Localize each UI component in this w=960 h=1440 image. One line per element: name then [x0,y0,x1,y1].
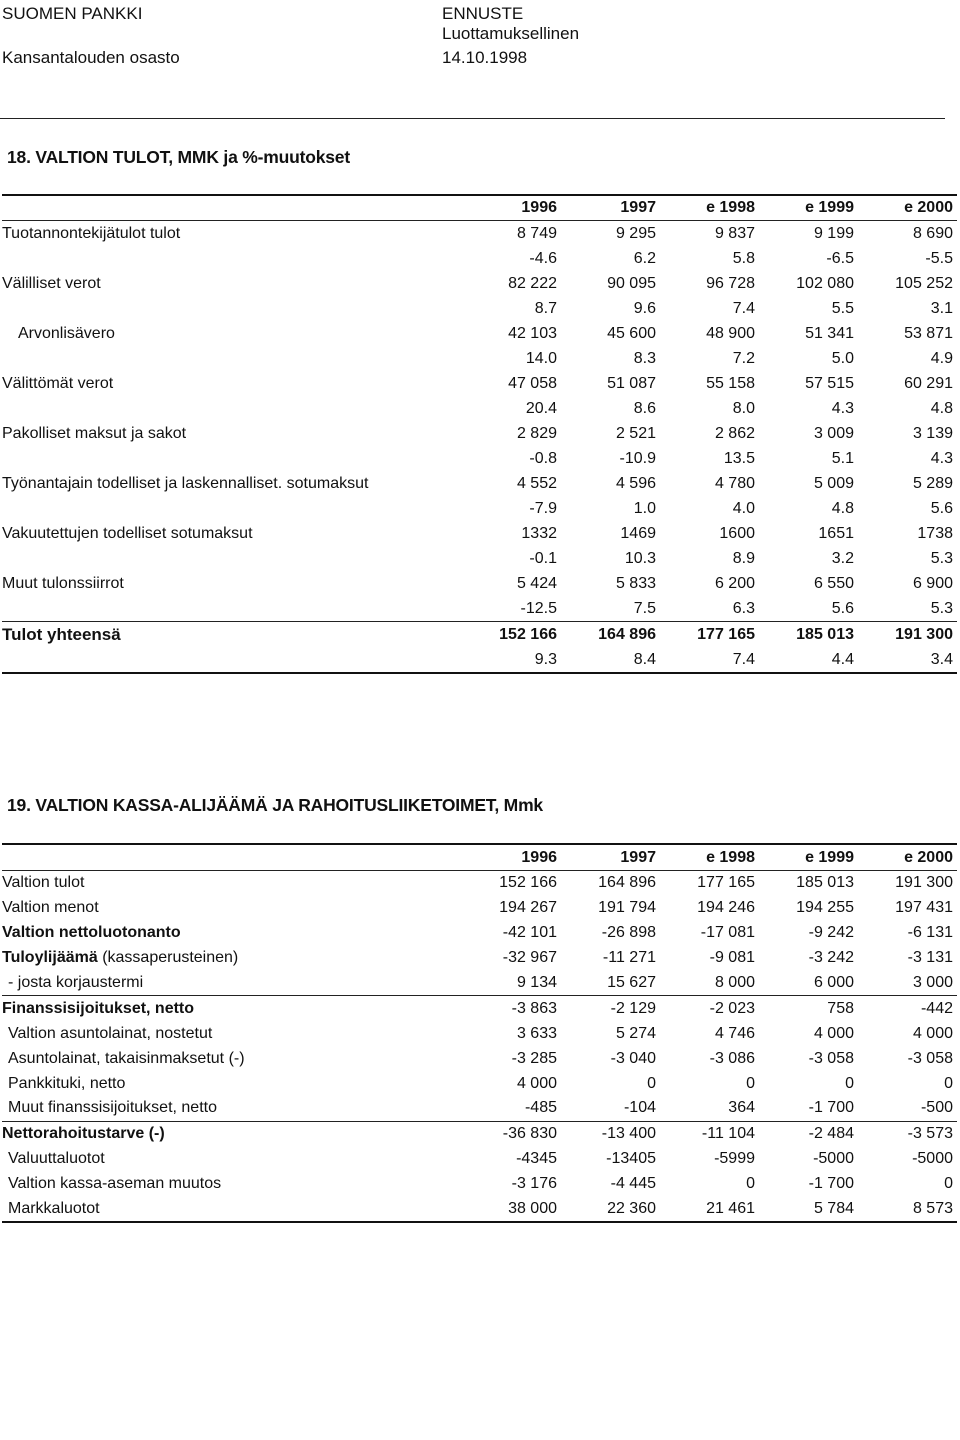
table-row [2,471,957,496]
table-row [2,1046,957,1071]
percent-cell: 3.1 [930,299,953,317]
percent-cell: 14.0 [525,349,557,367]
row-label-note: (kassaperusteinen) [102,949,239,967]
row-label: Välittömät verot [2,374,114,392]
value-cell: -36 830 [502,1125,557,1143]
percent-change-row [2,446,957,471]
value-cell: 194 255 [796,899,854,917]
empty-label-cell [2,346,462,371]
value-cell: -5999 [714,1150,755,1168]
percent-cell: -5.5 [925,249,953,267]
value-cell: 364 [660,1096,759,1121]
column-header: e 1998 [660,844,759,871]
percent-cell: 4.3 [930,449,953,467]
value-cell: 0 [647,1074,656,1092]
value-cell: 1469 [620,524,656,542]
value-cell: 1600 [719,524,755,542]
percent-cell: 8.4 [561,647,660,673]
row-label: Asuntolainat, takaisinmaksetut (-) [8,1049,245,1067]
value-cell: 5 274 [615,1024,656,1042]
row-label: Pakolliset maksut ja sakot [2,424,187,442]
column-header: e 2000 [858,195,957,221]
percent-cell: 8.6 [633,399,656,417]
value-cell: 53 871 [904,324,953,342]
percent-cell: 9.6 [633,299,656,317]
value-cell: 0 [944,1074,953,1092]
column-header: 1997 [561,844,660,871]
row-label-cell [2,921,462,946]
value-cell: 4 780 [714,474,755,492]
value-cell: 5 833 [615,574,656,592]
table-row [2,1197,957,1223]
percent-cell: 20.4 [525,399,557,417]
percent-cell: 4.0 [732,499,755,517]
row-label: Valtion kassa-aseman muutos [8,1175,222,1193]
value-cell: 194 267 [499,899,557,917]
value-cell: -11 271 [602,949,656,967]
value-cell: 90 095 [607,274,656,292]
percent-cell: 4.4 [759,647,858,673]
value-cell: -4 445 [610,1175,656,1193]
value-cell: 8 690 [912,224,953,242]
row-label-cell [2,871,462,896]
value-cell: -3 086 [709,1049,755,1067]
value-cell: 4 552 [516,474,557,492]
row-label: Vakuutettujen todelliset sotumaksut [2,524,253,542]
value-cell: -3 058 [808,1049,854,1067]
row-label: Markkaluotot [8,1200,100,1218]
value-cell: -3 285 [511,1049,557,1067]
value-cell: -9 242 [808,924,854,942]
value-cell: -13 400 [601,1125,656,1143]
percent-cell: 1.0 [633,499,656,517]
percent-change-row [2,396,957,421]
percent-cell: 7.2 [732,349,755,367]
value-cell: 1651 [818,524,854,542]
column-header: e 2000 [858,844,957,871]
percent-cell: -0.1 [529,549,557,567]
table-row [2,1121,957,1146]
percent-change-row [2,596,957,622]
value-cell: 758 [827,999,854,1017]
value-cell: 197 431 [895,899,953,917]
value-cell: 177 165 [697,874,755,892]
value-cell: -32 967 [502,949,557,967]
percent-cell: -0.8 [529,449,557,467]
row-label: Valtion tulot [2,874,85,892]
percent-cell: 3.4 [858,647,957,673]
table-row [2,871,957,896]
empty-label-cell [2,396,462,421]
value-cell: 51 341 [805,324,854,342]
percent-change-row [2,496,957,521]
percent-cell: 5.3 [858,596,957,622]
table-row [2,1071,957,1096]
table-row [2,1096,957,1121]
percent-cell: -10.9 [619,449,656,467]
value-cell: 3 633 [516,1024,557,1042]
value-cell: 177 165 [697,625,755,643]
value-cell: -104 [561,1096,660,1121]
table-row [2,996,957,1021]
header-blank-cell [2,844,462,871]
percent-cell: 5.0 [831,349,854,367]
value-cell: -9 081 [709,949,755,967]
value-cell: 96 728 [706,274,755,292]
value-cell: 0 [746,1175,755,1193]
percent-cell: 10.3 [624,549,656,567]
row-label: - josta korjaustermi [8,974,144,991]
value-cell: -5000 [912,1150,953,1168]
value-cell: 9 134 [462,971,561,996]
value-cell: 9 199 [813,224,854,242]
org-name: SUOMEN PANKKI [2,4,143,23]
value-cell: 185 013 [796,874,854,892]
row-label: Valtion menot [2,899,99,917]
row-label-cell [2,996,462,1021]
header-blank-cell [2,195,462,221]
value-cell: 4 000 [813,1024,854,1042]
table-row [2,1021,957,1046]
value-cell: 1332 [521,524,557,542]
value-cell: 48 900 [706,324,755,342]
value-cell: 3 000 [858,971,957,996]
value-cell: 164 896 [598,625,656,643]
value-cell: 191 300 [895,874,953,892]
value-cell: 82 222 [508,274,557,292]
percent-cell: 7.4 [660,647,759,673]
value-cell: 8 749 [516,224,557,242]
value-cell: -2 129 [610,999,656,1017]
percent-cell: -6.5 [826,249,854,267]
value-cell: 8 000 [660,971,759,996]
value-cell: -500 [858,1096,957,1121]
percent-cell: 13.5 [723,449,755,467]
value-cell: -42 101 [502,924,557,942]
empty-label-cell [2,296,462,321]
value-cell: 0 [845,1074,854,1092]
table-row [2,571,957,596]
value-cell: 57 515 [805,374,854,392]
value-cell: 6 550 [813,574,854,592]
value-cell: 164 896 [598,874,656,892]
value-cell: 9 837 [714,224,755,242]
value-cell: -3 040 [610,1049,656,1067]
percent-cell: 9.3 [462,647,561,673]
table-row [2,946,957,971]
value-cell: 42 103 [508,324,557,342]
row-label-cell [2,1096,462,1121]
row-label: Nettorahoitustarve (-) [2,1125,165,1143]
percent-change-row [2,246,957,271]
row-label-cell [2,1121,462,1146]
value-cell: 2 521 [615,424,656,442]
row-label-cell [2,971,462,996]
row-label-cell [2,1071,462,1096]
table-row [2,221,957,247]
header-right [442,4,579,68]
value-cell: 2 829 [516,424,557,442]
percent-cell: 6.3 [660,596,759,622]
value-cell: -5000 [813,1150,854,1168]
value-cell: -6 131 [907,924,953,942]
value-cell: 5 009 [813,474,854,492]
value-cell: 2 862 [714,424,755,442]
value-cell: 60 291 [904,374,953,392]
empty-label-cell [2,546,462,571]
percent-cell: 7.5 [561,596,660,622]
header-divider [0,118,945,119]
value-cell: 22 360 [561,1197,660,1223]
value-cell: 3 009 [813,424,854,442]
row-label-cell [2,1046,462,1071]
table-18-header-row [2,195,957,221]
row-label: Välilliset verot [2,274,101,292]
value-cell: -3 242 [808,949,854,967]
row-label-cell [2,1021,462,1046]
percent-cell: 4.8 [831,499,854,517]
value-cell: 55 158 [706,374,755,392]
table-row [2,321,957,346]
percent-cell: 3.2 [831,549,854,567]
percent-cell: 5.3 [930,549,953,567]
percent-cell: -7.9 [529,499,557,517]
value-cell: 51 087 [607,374,656,392]
row-label: Valuuttaluotot [8,1150,105,1168]
value-cell: 5 289 [912,474,953,492]
percent-cell: 5.5 [831,299,854,317]
value-cell: 152 166 [499,874,557,892]
empty-label-cell [2,496,462,521]
empty-label-cell [2,596,462,622]
table-row [2,921,957,946]
value-cell: 38 000 [462,1197,561,1223]
percent-cell: 5.8 [732,249,755,267]
value-cell: -485 [462,1096,561,1121]
value-cell: -3 573 [907,1125,953,1143]
table-19-title: 19. VALTION KASSA-ALIJÄÄMÄ JA RAHOITUSLIIKETOIMET, Mmk [7,795,543,815]
row-label-cell [2,1147,462,1172]
column-header: 1996 [462,195,561,221]
row-label: Arvonlisävero [18,324,115,342]
value-cell: 5 424 [516,574,557,592]
value-cell: 194 246 [697,899,755,917]
table-row [2,622,957,648]
empty-label-cell [2,446,462,471]
percent-change-row [2,346,957,371]
column-header: e 1999 [759,844,858,871]
empty-label-cell [2,647,462,673]
value-cell: 6 900 [912,574,953,592]
value-cell: -3 176 [511,1175,557,1193]
value-cell: 4 000 [516,1074,557,1092]
value-cell: -3 131 [907,949,953,967]
value-cell: 152 166 [499,625,557,643]
percent-cell: -12.5 [462,596,561,622]
column-header: e 1998 [660,195,759,221]
value-cell: 4 746 [714,1024,755,1042]
percent-change-row [2,647,957,673]
value-cell: -1 700 [808,1175,854,1193]
row-label-cell [2,1172,462,1197]
document-type: ENNUSTE [442,4,524,23]
value-cell: 191 794 [598,899,656,917]
value-cell: -3 058 [907,1049,953,1067]
percent-cell: 8.9 [732,549,755,567]
value-cell: 4 596 [615,474,656,492]
department-name: Kansantalouden osasto [2,48,180,67]
value-cell: -2 023 [709,999,755,1017]
percent-change-row [2,546,957,571]
percent-cell: 8.0 [732,399,755,417]
value-cell: 185 013 [796,625,854,643]
column-header: e 1999 [759,195,858,221]
percent-cell: 4.3 [831,399,854,417]
value-cell: -17 081 [700,924,755,942]
value-cell: 47 058 [508,374,557,392]
row-label: Finanssisijoitukset, netto [2,999,195,1017]
row-label: Pankkituki, netto [8,1074,126,1092]
row-label: Valtion asuntolainat, nostetut [8,1024,213,1042]
table-row [2,1147,957,1172]
row-label: Muut tulonssiirrot [2,574,124,592]
percent-cell: 8.7 [534,299,557,317]
percent-cell: 5.6 [759,596,858,622]
row-label: Valtion nettoluotonanto [2,924,181,942]
value-cell: 5 784 [759,1197,858,1223]
value-cell: -442 [920,999,953,1017]
value-cell: 8 573 [858,1197,957,1223]
value-cell: 21 461 [660,1197,759,1223]
table-row [2,371,957,396]
table-row [2,1172,957,1197]
value-cell: -3 863 [511,999,557,1017]
row-label: Tulot yhteensä [2,624,121,644]
value-cell: 0 [746,1074,755,1092]
value-cell: 191 300 [895,625,953,643]
value-cell: 15 627 [561,971,660,996]
value-cell: 102 080 [796,274,854,292]
value-cell: 6 000 [759,971,858,996]
table-row [2,271,957,296]
column-header: 1996 [462,844,561,871]
value-cell: -11 104 [701,1125,755,1143]
header-left [2,4,180,68]
percent-cell: -4.6 [529,249,557,267]
value-cell: -4345 [516,1150,557,1168]
value-cell: 1738 [917,524,953,542]
row-label-cell [2,1197,462,1223]
row-label: Työnantajain todelliset ja laskennalliset. sotumaksut [2,474,369,492]
percent-cell: 8.3 [633,349,656,367]
percent-change-row [2,296,957,321]
percent-cell: 6.2 [633,249,656,267]
percent-cell: 7.4 [732,299,755,317]
table-row [2,421,957,446]
row-label-cell [2,946,462,971]
percent-cell: 4.9 [930,349,953,367]
value-cell: -13405 [606,1150,656,1168]
table-19-header-row [2,844,957,871]
percent-cell: 5.6 [930,499,953,517]
row-label: Tuotannontekijätulot tulot [2,224,181,242]
table-19 [2,843,957,1223]
value-cell: 0 [944,1175,953,1193]
confidentiality-label: Luottamuksellinen [442,24,580,43]
value-cell: -1 700 [759,1096,858,1121]
row-label: Muut finanssisijoitukset, netto [8,1099,217,1117]
table-row [2,971,957,996]
value-cell: -2 484 [808,1125,854,1143]
percent-cell: 4.8 [930,399,953,417]
value-cell: 3 139 [912,424,953,442]
row-label: Tuloylijäämä [2,949,98,967]
percent-cell: 5.1 [831,449,854,467]
table-row [2,896,957,921]
row-label-cell [2,896,462,921]
value-cell: 45 600 [607,324,656,342]
value-cell: 105 252 [895,274,953,292]
document-date: 14.10.1998 [442,48,528,67]
table-row [2,521,957,546]
value-cell: 4 000 [912,1024,953,1042]
empty-label-cell [2,246,462,271]
table-18-title: 18. VALTION TULOT, MMK ja %-muutokset [7,147,350,167]
column-header: 1997 [561,195,660,221]
value-cell: 9 295 [615,224,656,242]
value-cell: 6 200 [714,574,755,592]
table-18 [2,194,957,674]
value-cell: -26 898 [601,924,656,942]
